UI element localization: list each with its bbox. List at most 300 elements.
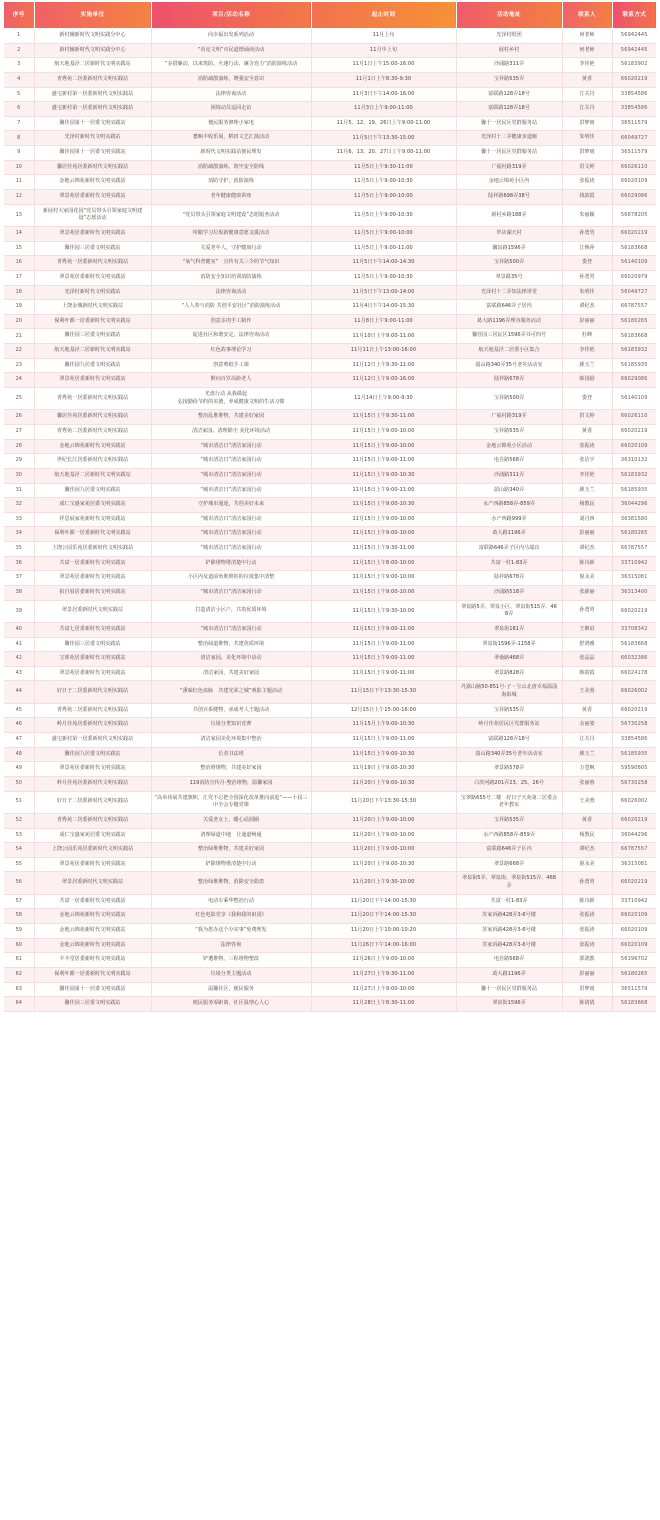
cell-addr: 沙浦路518弄 — [456, 585, 562, 600]
table-row — [4, 373, 656, 388]
cell-idx: 41 — [4, 637, 34, 652]
cell-time: 11月15日上午9:30-11:00 — [311, 410, 456, 425]
cell-addr: 韶山路340弄35号老年活动室 — [456, 747, 562, 762]
cell-phone: 66026002 — [612, 791, 656, 813]
table-row — [4, 424, 656, 439]
cell-unit: 新村辅新时代文明实践分中心 — [34, 29, 151, 44]
cell-phone: 36511579 — [612, 146, 656, 161]
cell-addr: 韶山路340弄 — [456, 483, 562, 498]
cell-time: 11月20日下午14:00-15:30 — [311, 894, 456, 909]
cell-time: 11月15日下午13:30-15:30 — [311, 681, 456, 703]
cell-idx: 49 — [4, 762, 34, 777]
cell-unit: 馨佳园三居委文明实践站 — [34, 997, 151, 1012]
cell-time: 11月15日上午9:00-11:00 — [311, 733, 456, 748]
cell-idx: 38 — [4, 585, 34, 600]
table-row — [4, 116, 656, 131]
cell-idx: 4 — [4, 72, 34, 87]
cell-unit: 馨佳园九居委文明实践站 — [34, 483, 151, 498]
cell-name: 法律咨询活动 — [151, 285, 311, 300]
cell-addr: 富联路646弄子居内 — [456, 300, 562, 315]
cell-time: 11月20日上午9:00-10:30 — [311, 857, 456, 872]
cell-addr: 苏家浜路428弄3-6号楼 — [456, 924, 562, 939]
cell-time: 11月19日上午9:00-10:30 — [311, 762, 456, 777]
cell-time: 11月5日上午9:00-11:00 — [311, 241, 456, 256]
cell-name: “城市清洁日”清洁家园行动 — [151, 439, 311, 454]
cell-idx: 50 — [4, 776, 34, 791]
cell-idx: 54 — [4, 843, 34, 858]
cell-phone: 56183668 — [612, 997, 656, 1012]
table-row — [4, 681, 656, 703]
cell-name: 创意多肉手工制作 — [151, 314, 311, 329]
table-row — [4, 344, 656, 359]
cell-addr: 馨泉路1596弄 — [456, 241, 562, 256]
table-row — [4, 703, 656, 718]
cell-time: 11月4日下午14:00-15:30 — [311, 300, 456, 315]
cell-name: “多措廉动，以来筑防、火速行动、廉含充力”消防演练活动 — [151, 58, 311, 73]
table-row — [4, 483, 656, 498]
cell-unit: 金地云锦苑新时代文明实践站 — [34, 938, 151, 953]
cell-addr: 丹露山脑50-851号-子・宝山北唐幸福温淄海影城 — [456, 681, 562, 703]
cell-unit: 上饶公园乐苑居委新时代文明实践站 — [34, 542, 151, 557]
cell-name: 消防疏散演练、筑牢安全防线 — [151, 160, 311, 175]
table-row — [4, 924, 656, 939]
cell-time: 11月8日上午9:00-11:00 — [311, 314, 456, 329]
table-row — [4, 439, 656, 454]
table-row — [4, 256, 656, 271]
table-row — [4, 314, 656, 329]
cell-name: 垃圾分类主题活动 — [151, 967, 311, 982]
cell-person: 张振涛 — [562, 439, 612, 454]
cell-name: “人人参与消防 共创平安社区”消防演练活动 — [151, 300, 311, 315]
cell-unit: 光泽村新时代文明实践站 — [34, 285, 151, 300]
cell-name: 铲遭堆物、三程堆物整改 — [151, 953, 311, 968]
cell-time: 11月15日上午9:00-11:00 — [311, 622, 456, 637]
cell-unit: 馨佳园第十一居委文明实践站 — [34, 116, 151, 131]
cell-addr: 富联路646弄子区内 — [456, 843, 562, 858]
cell-name: 关爱老年人，守护健康行动 — [151, 241, 311, 256]
column-header-person[interactable]: 联系人 — [562, 2, 612, 29]
cell-idx: 23 — [4, 358, 34, 373]
cell-phone: 66020219 — [612, 72, 656, 87]
cell-name: “城市清洁日”清洁家园行动 — [151, 512, 311, 527]
table-row — [4, 652, 656, 667]
cell-addr: 金地云锦苑小区内 — [456, 175, 562, 190]
cell-time: 11月15日上午9:00-11:00 — [311, 454, 456, 469]
table-row — [4, 747, 656, 762]
cell-time: 11月15日上午9:00-11:00 — [311, 637, 456, 652]
cell-phone: 33710942 — [612, 556, 656, 571]
table-row — [4, 190, 656, 205]
cell-name: 整治乱堆堆物，共建美好家园 — [151, 410, 311, 425]
cell-unit: 保利叶都一居委新时代文明实践站 — [34, 527, 151, 542]
table-row — [4, 175, 656, 190]
cell-time: 11月15日上午9:00-11:00 — [311, 483, 456, 498]
cell-time: 11月11日上午13:00-16:00 — [311, 344, 456, 359]
cell-name: 默问百岁高龄老人 — [151, 373, 311, 388]
cell-name: 消防守护，消防演练 — [151, 175, 311, 190]
cell-addr: 电自路568弄 — [456, 953, 562, 968]
cell-idx: 30 — [4, 468, 34, 483]
cell-name: 整治绿堆堆物，消除安全隐患 — [151, 872, 311, 894]
cell-name: “熏味红色血脉 共建光荣之城”观影主题活动 — [151, 681, 311, 703]
cell-unit: 翠景苑居委新时代文明实践站 — [34, 190, 151, 205]
cell-person: 姚玉兰 — [562, 483, 612, 498]
cell-name: 红色故事理论学习 — [151, 344, 311, 359]
cell-time: 11月15日上午9:30-10:00 — [311, 600, 456, 622]
table-row — [4, 857, 656, 872]
cell-name: “氧气科普健室” 宣传有关三令的节气知识 — [151, 256, 311, 271]
cell-person: 孙勇男 — [562, 872, 612, 894]
cell-addr: 陆祥路698弄38号 — [456, 190, 562, 205]
cell-idx: 45 — [4, 703, 34, 718]
cell-person: 李佳艳 — [562, 344, 612, 359]
cell-addr: 光泽村十二弄健康步道廊 — [456, 131, 562, 146]
cell-person: 彭丽丽 — [562, 967, 612, 982]
cell-person: 张振涛 — [562, 924, 612, 939]
cell-unit: 共富七居委新时代文明实践站 — [34, 622, 151, 637]
cell-time: 11月20日上午9:30-10:00 — [311, 872, 456, 894]
cell-name: “城市清洁日”清洁家园行动 — [151, 585, 311, 600]
cell-phone: 36511579 — [612, 982, 656, 997]
cell-addr: 岭月佳苑居民区党群服务站 — [456, 718, 562, 733]
cell-idx: 2 — [4, 43, 34, 58]
cell-phone: 56185935 — [612, 747, 656, 762]
cell-person: 王美蓉 — [562, 791, 612, 813]
cell-addr: 韶山路340弄35号老年活动室 — [456, 358, 562, 373]
cell-phone: 56942445 — [612, 29, 656, 44]
cell-unit: 金地云锦苑新时代文明实践站 — [34, 439, 151, 454]
cell-idx: 6 — [4, 102, 34, 117]
cell-person: 张新丽 — [562, 585, 612, 600]
table-row — [4, 982, 656, 997]
cell-addr: 翠景路668弄 — [456, 857, 562, 872]
cell-person: 陈诗新 — [562, 894, 612, 909]
cell-phone: 56183668 — [612, 637, 656, 652]
cell-name: 向幸福出发系列活动 — [151, 29, 311, 44]
cell-name: “高举伟展共建旗帜，汇党不忘把全国深化改革推向前进”——十届三中全会专题党课 — [151, 791, 311, 813]
cell-phone: 66026110 — [612, 160, 656, 175]
table-row — [4, 58, 656, 73]
cell-name: 整治堆堆物，共建美好家园 — [151, 762, 311, 777]
cell-time: 11月1日上午8:30-9:30 — [311, 72, 456, 87]
cell-time: 11月28日上午8:30-11:00 — [311, 997, 456, 1012]
cell-person: 韩国励 — [562, 373, 612, 388]
table-row — [4, 388, 656, 410]
cell-idx: 48 — [4, 747, 34, 762]
cell-unit: 成仁宝盛家苑居委文明实践站 — [34, 828, 151, 843]
cell-person: 舒鸿雅 — [562, 637, 612, 652]
cell-idx: 42 — [4, 652, 34, 667]
cell-addr: 翠景路35号 — [456, 270, 562, 285]
table-row — [4, 468, 656, 483]
cell-name: “城市清洁日”清洁家园行动 — [151, 468, 311, 483]
cell-name: 小区内及道前角堆堆的的垃圾集中清整 — [151, 571, 311, 586]
cell-addr: 水产西路858弄-859弄 — [456, 498, 562, 513]
table-row — [4, 329, 656, 344]
cell-unit: 成仁宝盛家苑居委文明实践站 — [34, 498, 151, 513]
cell-unit: 翠景苑居委新时代文明实践站 — [34, 762, 151, 777]
cell-unit: 翠景居委新时代文明实践站 — [34, 872, 151, 894]
cell-phone: 66024178 — [612, 666, 656, 681]
cell-unit: 祥思展家苑新时代文明实践站 — [34, 512, 151, 527]
cell-idx: 20 — [4, 314, 34, 329]
cell-idx: 40 — [4, 622, 34, 637]
column-header-time[interactable]: 起止时间 — [311, 2, 456, 29]
cell-time: 11月14日上午9:00-9:30 — [311, 388, 456, 410]
cell-unit: 新村辅新时代文明实践分中心 — [34, 43, 151, 58]
cell-idx: 16 — [4, 256, 34, 271]
cell-person: 陈诗新 — [562, 556, 612, 571]
cell-addr: 富联路128弄18号 — [456, 87, 562, 102]
cell-phone: 56140109 — [612, 256, 656, 271]
cell-name: 清洁家园，共建美好家园 — [151, 666, 311, 681]
cell-unit: 青秀苑一居委新时代文明实践站 — [34, 256, 151, 271]
table-row — [4, 776, 656, 791]
cell-person: 余丽娄 — [562, 718, 612, 733]
cell-time: 11月26日下午14:00-16:00 — [311, 938, 456, 953]
cell-time: 11月27日上午9:00-10:00 — [311, 982, 456, 997]
activity-schedule-table — [4, 2, 656, 1012]
header-row — [4, 2, 656, 29]
cell-addr: 电自路568弄 — [456, 454, 562, 469]
table-row — [4, 585, 656, 600]
cell-addr: 宝昇路535弄 — [456, 424, 562, 439]
cell-time: 11月12日上午9:30-11:00 — [311, 358, 456, 373]
cell-name: 整治绿道堆物、共建优质环境 — [151, 637, 311, 652]
cell-name: 清理绿道中地 让通道畅通 — [151, 828, 311, 843]
cell-idx: 60 — [4, 938, 34, 953]
cell-idx: 55 — [4, 857, 34, 872]
cell-phone: 66787557 — [612, 843, 656, 858]
table-row — [4, 72, 656, 87]
cell-idx: 32 — [4, 498, 34, 513]
cell-unit: 翠景苑居委新时代文明实践站 — [34, 857, 151, 872]
cell-person: 谭纪杰 — [562, 542, 612, 557]
cell-unit: 翠景苑居委新时代文明实践站 — [34, 226, 151, 241]
cell-idx: 5 — [4, 87, 34, 102]
cell-person: 王美蓉 — [562, 681, 612, 703]
cell-name: 便民服务零距离，社区温情心人心 — [151, 997, 311, 1012]
table-row — [4, 997, 656, 1012]
cell-time: 11月20日下午13:30-15:30 — [311, 791, 456, 813]
cell-name: 法律咨询 — [151, 938, 311, 953]
table-row — [4, 498, 656, 513]
cell-addr: 馨佳园三居民区1596弄书可四号 — [456, 329, 562, 344]
cell-person: 洪梦雨 — [562, 146, 612, 161]
cell-time: 11月15日上午9:00-11:00 — [311, 652, 456, 667]
table-row — [4, 270, 656, 285]
cell-idx: 8 — [4, 131, 34, 146]
cell-name: 老年健康健康讲座 — [151, 190, 311, 205]
cell-person: 谭纪杰 — [562, 843, 612, 858]
cell-unit: 馨佳园第十一居委文明实践站 — [34, 146, 151, 161]
cell-unit: 金地云锦苑新时代文明实践站 — [34, 924, 151, 939]
cell-phone: 36044296 — [612, 828, 656, 843]
column-header-index[interactable]: 序号 — [4, 2, 34, 29]
table-row — [4, 102, 656, 117]
cell-phone: 66020219 — [612, 226, 656, 241]
cell-person: 杨教民 — [562, 498, 612, 513]
cell-phone: 66029086 — [612, 190, 656, 205]
cell-phone: 66020109 — [612, 439, 656, 454]
cell-person: 姚玉兰 — [562, 747, 612, 762]
cell-idx: 21 — [4, 329, 34, 344]
cell-addr: 陆祥路678弄 — [456, 571, 562, 586]
cell-phone: 59590805 — [612, 762, 656, 777]
cell-person: 洪梦雨 — [562, 116, 612, 131]
cell-idx: 24 — [4, 373, 34, 388]
cell-unit: 金地云锦苑新时代文明实践站 — [34, 175, 151, 190]
cell-phone: 56942445 — [612, 43, 656, 58]
cell-person: 陈倩倩 — [562, 997, 612, 1012]
cell-name: “看见文明”市民道德诵读活动 — [151, 43, 311, 58]
cell-name: “党员带头引领家庭文明建设”志愿服务活动 — [151, 204, 311, 226]
cell-idx: 51 — [4, 791, 34, 813]
cell-name: 促进社区和谐安定，法律咨询活动 — [151, 329, 311, 344]
cell-phone: 36511579 — [612, 116, 656, 131]
cell-addr: 翠景路578弄 — [456, 762, 562, 777]
cell-unit: 青秀苑二居委新时代文明实践站 — [34, 813, 151, 828]
cell-time: 11月15日上午9:00-11:00 — [311, 666, 456, 681]
cell-person: 万苍枫 — [562, 762, 612, 777]
cell-addr: 光泽村十二弄知法律讲堂 — [456, 285, 562, 300]
cell-idx: 18 — [4, 285, 34, 300]
column-header-unit[interactable]: 实施单位 — [34, 2, 151, 29]
cell-time: 11月5日上午9:00-10:00 — [311, 190, 456, 205]
cell-addr: 宝昇路500弄 — [456, 256, 562, 271]
cell-phone: 33854586 — [612, 102, 656, 117]
cell-phone: 33854586 — [612, 87, 656, 102]
cell-time: 11月5日下午13:00-14:00 — [311, 285, 456, 300]
cell-person: 彭丽丽 — [562, 314, 612, 329]
cell-time: 11月20日上午10:00-10:20 — [311, 924, 456, 939]
cell-idx: 37 — [4, 571, 34, 586]
column-header-address[interactable]: 活动地址 — [456, 2, 562, 29]
cell-phone: 36310132 — [612, 454, 656, 469]
table-row — [4, 872, 656, 894]
cell-phone: 56185935 — [612, 358, 656, 373]
table-row — [4, 733, 656, 748]
cell-name: 困境动员巡回走访 — [151, 102, 311, 117]
cell-phone: 66049727 — [612, 131, 656, 146]
cell-addr: 共富一村1-83弄 — [456, 894, 562, 909]
cell-unit: 馨佳园九居委文明实践站 — [34, 747, 151, 762]
cell-time: 11月20日下午14:00-15:30 — [311, 909, 456, 924]
cell-person: 张晶晶 — [562, 652, 612, 667]
cell-phone: 36315081 — [612, 571, 656, 586]
cell-phone: 66020109 — [612, 938, 656, 953]
cell-addr: 共富一村1-83弄 — [456, 556, 562, 571]
cell-time: 11月15日上午9:00-10:00 — [311, 424, 456, 439]
cell-time: 11月5日上午9:00-10:30 — [311, 270, 456, 285]
cell-name: 垮跟学习垃圾新健康意愿支援活动 — [151, 226, 311, 241]
table-row — [4, 542, 656, 557]
cell-person: 洪梦雨 — [562, 982, 612, 997]
table-row — [4, 571, 656, 586]
cell-time: 11月3日下午14:00-16:00 — [311, 87, 456, 102]
cell-person: 杜峰 — [562, 329, 612, 344]
cell-phone: 66020219 — [612, 872, 656, 894]
cell-person: 倪永美 — [562, 571, 612, 586]
cell-name: 温馨社区，便民服务 — [151, 982, 311, 997]
cell-idx: 56 — [4, 872, 34, 894]
cell-time: 11月15日上午9:00-10:00 — [311, 585, 456, 600]
table-row — [4, 512, 656, 527]
column-header-name[interactable]: 项目/活动名称 — [151, 2, 311, 29]
cell-idx: 53 — [4, 828, 34, 843]
cell-unit: 盛宅新村第一居委新时代文明实践站 — [34, 733, 151, 748]
cell-addr: 宝昇路535弄 — [456, 703, 562, 718]
cell-unit: 丰丰堂居委新时代文明实践站 — [34, 953, 151, 968]
cell-unit: 馨佳园三居委文明实践站 — [34, 637, 151, 652]
cell-addr: 沙浦路311弄 — [456, 58, 562, 73]
cell-name: “城市清洁日”清洁家园行动 — [151, 622, 311, 637]
cell-unit: 馨佳园三居委文明实践站 — [34, 329, 151, 344]
cell-idx: 11 — [4, 175, 34, 190]
cell-unit: 翠景苑居委新时代文明实践站 — [34, 373, 151, 388]
table-row — [4, 813, 656, 828]
cell-idx: 29 — [4, 454, 34, 469]
table-body — [4, 29, 656, 1012]
cell-unit: 上饶公园乐苑居委新时代文明实践站 — [34, 843, 151, 858]
cell-addr: 广福村路319弄 — [456, 160, 562, 175]
cell-phone: 66787557 — [612, 300, 656, 315]
cell-addr: 翠泉街5弄、翠泉街、翠泉街515弄、468弄 — [456, 872, 562, 894]
table-row — [4, 285, 656, 300]
cell-time: 11月15日上午9:00-10:00 — [311, 512, 456, 527]
cell-idx: 28 — [4, 439, 34, 454]
cell-unit: 航天地基泾二居新时代文明实践站 — [34, 58, 151, 73]
cell-phone: 56183902 — [612, 58, 656, 73]
cell-unit: 盛宅新村第一居委新时代文明实践站 — [34, 102, 151, 117]
table-row — [4, 43, 656, 58]
cell-person: 黄香 — [562, 703, 612, 718]
cell-addr: 光泽村组团 — [456, 29, 562, 44]
cell-idx: 10 — [4, 160, 34, 175]
cell-phone: 56049727 — [612, 285, 656, 300]
cell-idx: 39 — [4, 600, 34, 622]
cell-phone: 66026110 — [612, 410, 656, 425]
cell-phone: 66029086 — [612, 373, 656, 388]
table-row — [4, 909, 656, 924]
cell-person: 黄香 — [562, 72, 612, 87]
cell-time: 11月15日上午8:00-10:00 — [311, 556, 456, 571]
cell-idx: 35 — [4, 542, 34, 557]
cell-time: 11月20日上午9:00-10:00 — [311, 813, 456, 828]
cell-addr: 葛大路1196弄理容服务活动 — [456, 314, 562, 329]
cell-person: 何老师 — [562, 43, 612, 58]
cell-unit: 馨佳园第十一居委文明实践站 — [34, 982, 151, 997]
cell-time: 11月15日上午9:00-10:00 — [311, 527, 456, 542]
cell-person: 张振涛 — [562, 175, 612, 190]
cell-addr: 陆祥路678弄 — [456, 373, 562, 388]
column-header-phone[interactable]: 联系方式 — [612, 2, 656, 29]
cell-phone: 56183932 — [612, 344, 656, 359]
cell-name: 耋晌丰收乐展，稻田文艺汇演活动 — [151, 131, 311, 146]
cell-name: “城市清洁日”清洁家园行动 — [151, 454, 311, 469]
table-row — [4, 953, 656, 968]
cell-unit: 新展村大家园花园“党员带头引领家庭文明建设”志愿活动 — [34, 204, 151, 226]
table-row — [4, 29, 656, 44]
cell-unit: 馨居佳苑居委新时代文明实践站 — [34, 160, 151, 175]
cell-time: 11月10日上午9:00-11:00 — [311, 329, 456, 344]
cell-idx: 3 — [4, 58, 34, 73]
cell-idx: 36 — [4, 556, 34, 571]
cell-person: 何老师 — [562, 29, 612, 44]
cell-unit: 共富一居委新时代文明实践站 — [34, 556, 151, 571]
cell-phone: 66020219 — [612, 703, 656, 718]
cell-idx: 47 — [4, 733, 34, 748]
